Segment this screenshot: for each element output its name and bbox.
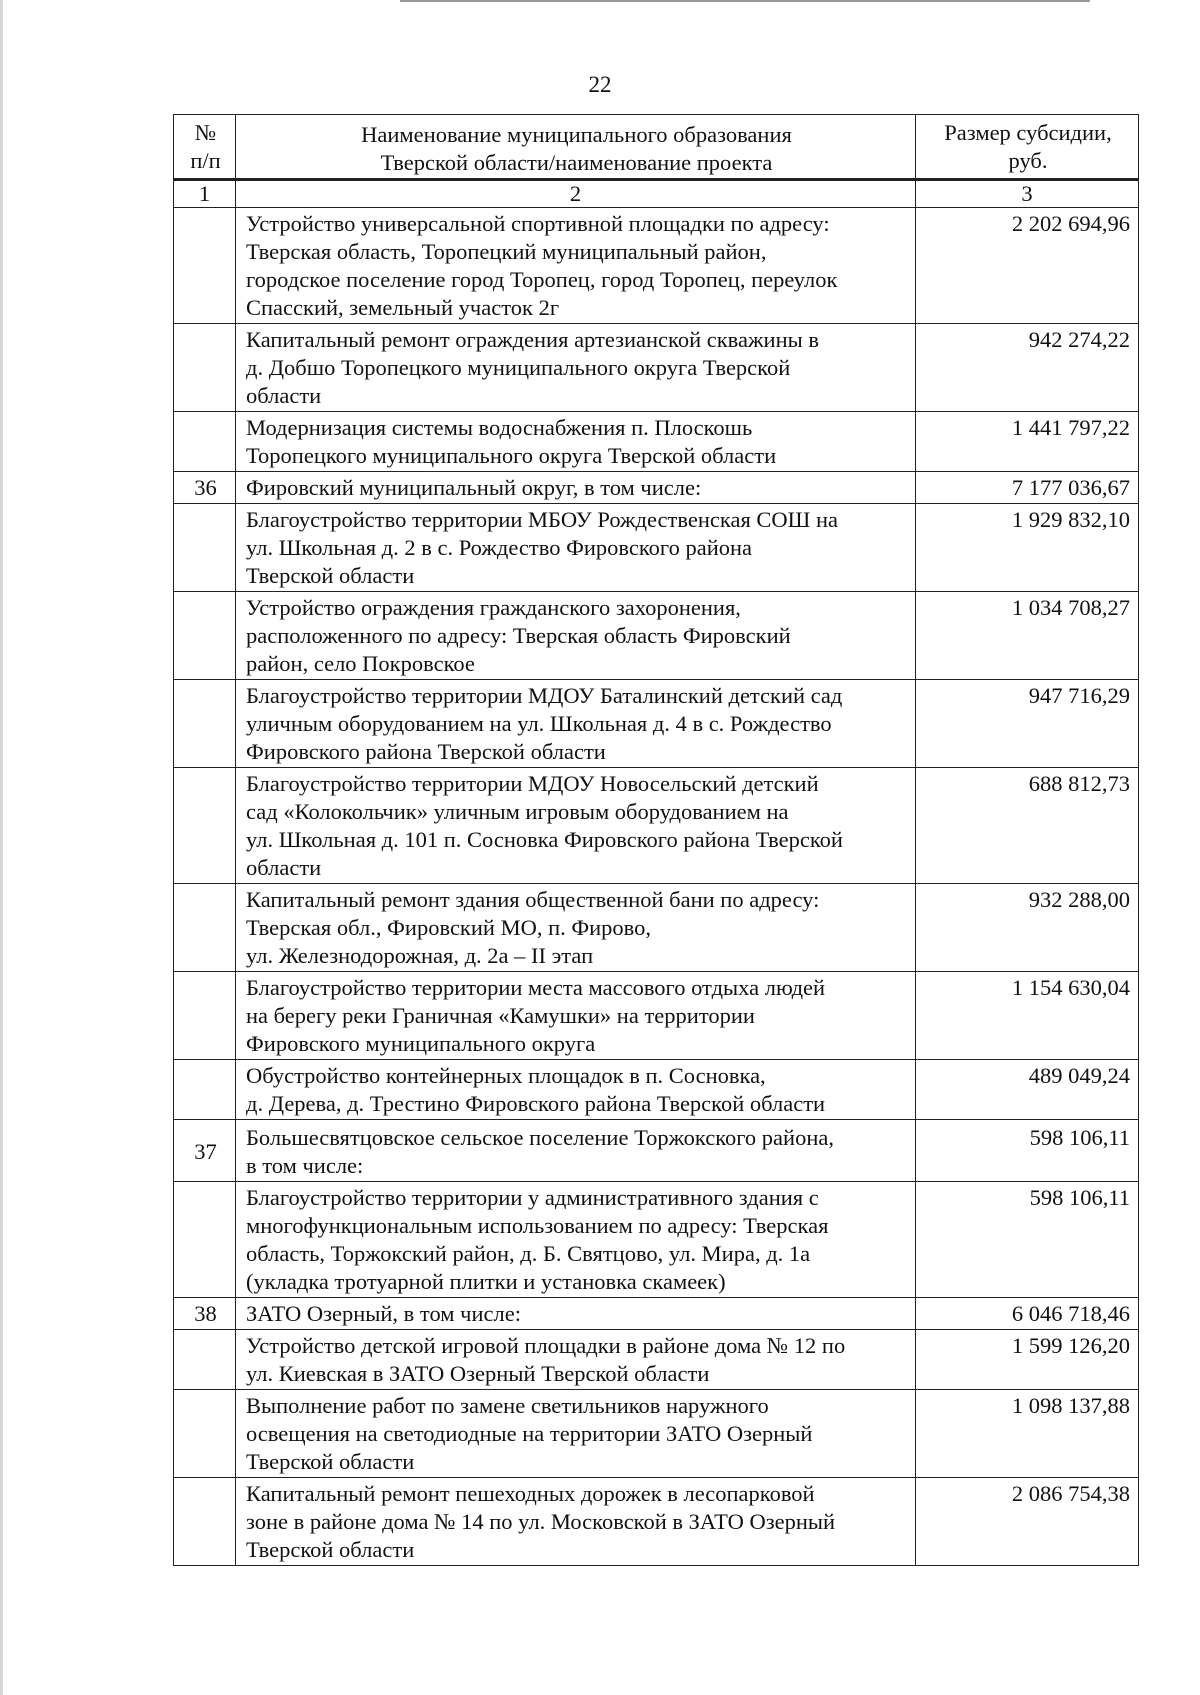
header-name: Наименование муниципального образования Тверской области/наименование проекта <box>236 115 916 180</box>
row-name: Капитальный ремонт ограждения артезианской скважины в д. Добшо Торопецкого муниципального округа Тверской области <box>236 324 916 412</box>
row-name: Фировский муниципальный округ, в том числе: <box>236 472 916 504</box>
table-row <box>174 1120 1139 1182</box>
row-number <box>174 324 236 412</box>
row-name: Благоустройство территории МБОУ Рождественская СОШ на ул. Школьная д. 2 в с. Рождество Фировского района Тверской области <box>236 504 916 592</box>
row-amount: 6 046 718,46 <box>916 1298 1139 1330</box>
row-name: Обустройство контейнерных площадок в п. Сосновка, д. Дерева, д. Трестино Фировского района Тверской области <box>236 1060 916 1120</box>
header-amount: Размер субсидии, руб. <box>916 115 1139 180</box>
table-row <box>174 208 1139 324</box>
table-row <box>174 472 1139 504</box>
row-amount: 2 202 694,96 <box>916 208 1139 324</box>
table-row <box>174 504 1139 592</box>
row-name: ЗАТО Озерный, в том числе: <box>236 1298 916 1330</box>
column-index-1: 1 <box>174 180 236 208</box>
row-name: Большесвятцовское сельское поселение Торжокского района, в том числе: <box>236 1120 916 1182</box>
row-amount: 598 106,11 <box>916 1120 1139 1182</box>
table-row <box>174 324 1139 412</box>
header-number: № п/п <box>174 115 236 180</box>
row-amount: 1 034 708,27 <box>916 592 1139 680</box>
row-amount: 489 049,24 <box>916 1060 1139 1120</box>
row-number <box>174 592 236 680</box>
row-name: Капитальный ремонт пешеходных дорожек в лесопарковой зоне в районе дома № 14 по ул. Московской в ЗАТО Озерный Тверской области <box>236 1478 916 1566</box>
row-number <box>174 1330 236 1390</box>
table-row <box>174 680 1139 768</box>
row-number <box>174 768 236 884</box>
row-number <box>174 972 236 1060</box>
table-row <box>174 768 1139 884</box>
row-amount: 688 812,73 <box>916 768 1139 884</box>
row-name: Благоустройство территории МДОУ Баталинский детский сад уличным оборудованием на ул. Школьная д. 4 в с. Рождество Фировского района Тверской области <box>236 680 916 768</box>
table-header-row <box>174 115 1139 180</box>
row-number <box>174 680 236 768</box>
column-index-row <box>174 180 1139 208</box>
row-number: 38 <box>174 1298 236 1330</box>
table-row <box>174 1478 1139 1566</box>
table-row <box>174 1060 1139 1120</box>
row-name: Модернизация системы водоснабжения п. Плоскошь Торопецкого муниципального округа Тверской области <box>236 412 916 472</box>
row-name: Устройство универсальной спортивной площадки по адресу: Тверская область, Торопецкий муниципальный район, городское поселение город Торопец, город Торопец, переулок Спасский, земельный участок 2г <box>236 208 916 324</box>
row-amount: 1 098 137,88 <box>916 1390 1139 1478</box>
row-number <box>174 1478 236 1566</box>
row-name: Устройство детской игровой площадки в районе дома № 12 по ул. Киевская в ЗАТО Озерный Тверской области <box>236 1330 916 1390</box>
page-number: 22 <box>588 72 612 97</box>
row-number <box>174 1182 236 1298</box>
column-index-2: 2 <box>236 180 916 208</box>
table-row <box>174 1182 1139 1298</box>
row-number <box>174 884 236 972</box>
table-row <box>174 412 1139 472</box>
table-row <box>174 1298 1139 1330</box>
row-name: Благоустройство территории места массового отдыха людей на берегу реки Граничная «Камушки» на территории Фировского муниципального округа <box>236 972 916 1060</box>
row-number <box>174 208 236 324</box>
row-name: Устройство ограждения гражданского захоронения, расположенного по адресу: Тверская область Фировский район, село Покровское <box>236 592 916 680</box>
row-name: Благоустройство территории у административного здания с многофункциональным использованием по адресу: Тверская область, Торжокский район, д. Б. Святцово, ул. Мира, д. 1а (укладка тротуарной плитки и установка скамеек) <box>236 1182 916 1298</box>
subsidy-table <box>173 114 1139 1566</box>
row-amount: 1 599 126,20 <box>916 1330 1139 1390</box>
row-number <box>174 504 236 592</box>
row-amount: 7 177 036,67 <box>916 472 1139 504</box>
row-amount: 942 274,22 <box>916 324 1139 412</box>
row-amount: 1 929 832,10 <box>916 504 1139 592</box>
row-name: Благоустройство территории МДОУ Новосельский детский сад «Колокольчик» уличным игровым оборудованием на ул. Школьная д. 101 п. Сосновка Фировского района Тверской области <box>236 768 916 884</box>
row-name: Выполнение работ по замене светильников наружного освещения на светодиодные на территории ЗАТО Озерный Тверской области <box>236 1390 916 1478</box>
row-amount: 932 288,00 <box>916 884 1139 972</box>
row-amount: 2 086 754,38 <box>916 1478 1139 1566</box>
row-number <box>174 412 236 472</box>
row-number: 37 <box>174 1120 236 1182</box>
scan-edge <box>0 0 3 1695</box>
row-amount: 947 716,29 <box>916 680 1139 768</box>
table-row <box>174 592 1139 680</box>
table-row <box>174 972 1139 1060</box>
table-row <box>174 1330 1139 1390</box>
row-number: 36 <box>174 472 236 504</box>
scan-top-line <box>400 0 1090 2</box>
row-amount: 1 154 630,04 <box>916 972 1139 1060</box>
column-index-3: 3 <box>916 180 1139 208</box>
table-row <box>174 884 1139 972</box>
row-number <box>174 1060 236 1120</box>
row-number <box>174 1390 236 1478</box>
row-amount: 598 106,11 <box>916 1182 1139 1298</box>
row-name: Капитальный ремонт здания общественной бани по адресу: Тверская обл., Фировский МО, п. Фирово, ул. Железнодорожная, д. 2а – II этап <box>236 884 916 972</box>
table-row <box>174 1390 1139 1478</box>
row-amount: 1 441 797,22 <box>916 412 1139 472</box>
